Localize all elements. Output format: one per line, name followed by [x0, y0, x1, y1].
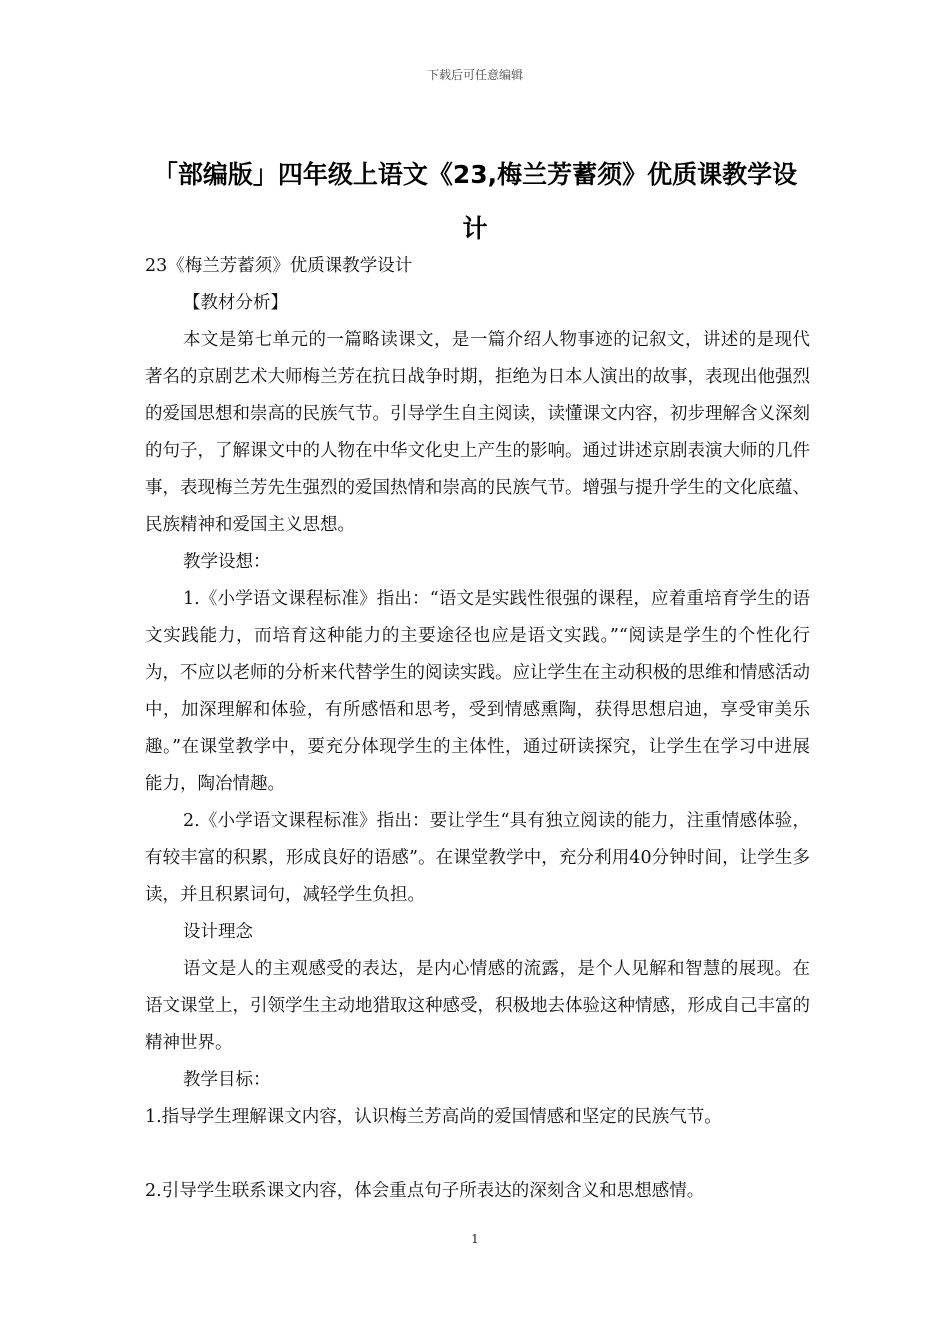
page-number: 1 [471, 1232, 479, 1246]
document-body [145, 248, 810, 1210]
section-heading-analysis: 【教材分析】 [183, 293, 288, 313]
section-heading-teaching-idea: 教学设想： [183, 552, 271, 572]
paragraph-design-concept: 语文是人的主观感受的表达，是内心情感的流露，是个人见解和智慧的展现。在语文课堂上，引领学生主动地猎取这种感受，积极地去体验这种情感，形成自己丰富的精神世界。 [145, 959, 810, 1053]
section-heading-design-concept: 设计理念 [183, 922, 253, 942]
paragraph-analysis: 本文是第七单元的一篇略读课文，是一篇介绍人物事迹的记叙文，讲述的是现代著名的京剧艺术大师梅兰芳在抗日战争时期，拒绝为日本人演出的故事，表现出他强烈的爱国思想和崇高的民族气节。引导学生自主阅读，读懂课文内容，初步理解含义深刻的句子，了解课文中的人物在中华文化史上产生的影响。通过讲述京剧表演大师的几件事，表现梅兰芳先生强烈的爱国热情和崇高的民族气节。增强与提升学生的文化底蕴、民族精神和爱国主义思想。 [145, 330, 810, 535]
page-header-note: 下载后可任意编辑 [426, 68, 523, 82]
document-subtitle: 23《梅兰芳蓄须》优质课教学设计 [145, 256, 413, 276]
document-title: 「部编版」四年级上语文《23,梅兰芳蓄须》优质课教学设计 [152, 160, 798, 243]
paragraph-goal-1: 1.指导学生理解课文内容，认识梅兰芳高尚的爱国情感和坚定的民族气节。 [145, 1107, 722, 1127]
paragraph-idea-point-1: 1.《小学语文课程标准》指出：“语文是实践性很强的课程，应着重培育学生的语文实践能力，而培育这种能力的主要途径也应是语文实践。”“阅读是学生的个性化行为，不应以老师的分析来代替学生的阅读实践。应让学生在主动积极的思维和情感活动中，加深理解和体验，有所感悟和思考，受到情感熏陶，获得思想启迪，享受审美乐趣。”在课堂教学中，要充分体现学生的主体性，通过研读探究，让学生在学习中进展能力，陶冶情趣。 [145, 589, 810, 794]
paragraph-goal-2: 2.引导学生联系课文内容，体会重点句子所表达的深刻含义和思想感情。 [145, 1181, 705, 1201]
spacer [145, 1136, 810, 1173]
section-heading-teaching-goals: 教学目标： [183, 1070, 271, 1090]
paragraph-idea-point-2: 2.《小学语文课程标准》指出：要让学生“具有独立阅读的能力，注重情感体验，有较丰富的积累，形成良好的语感”。在课堂教学中，充分利用40分钟时间，让学生多读，并且积累词句，减轻学生负担。 [145, 811, 810, 905]
